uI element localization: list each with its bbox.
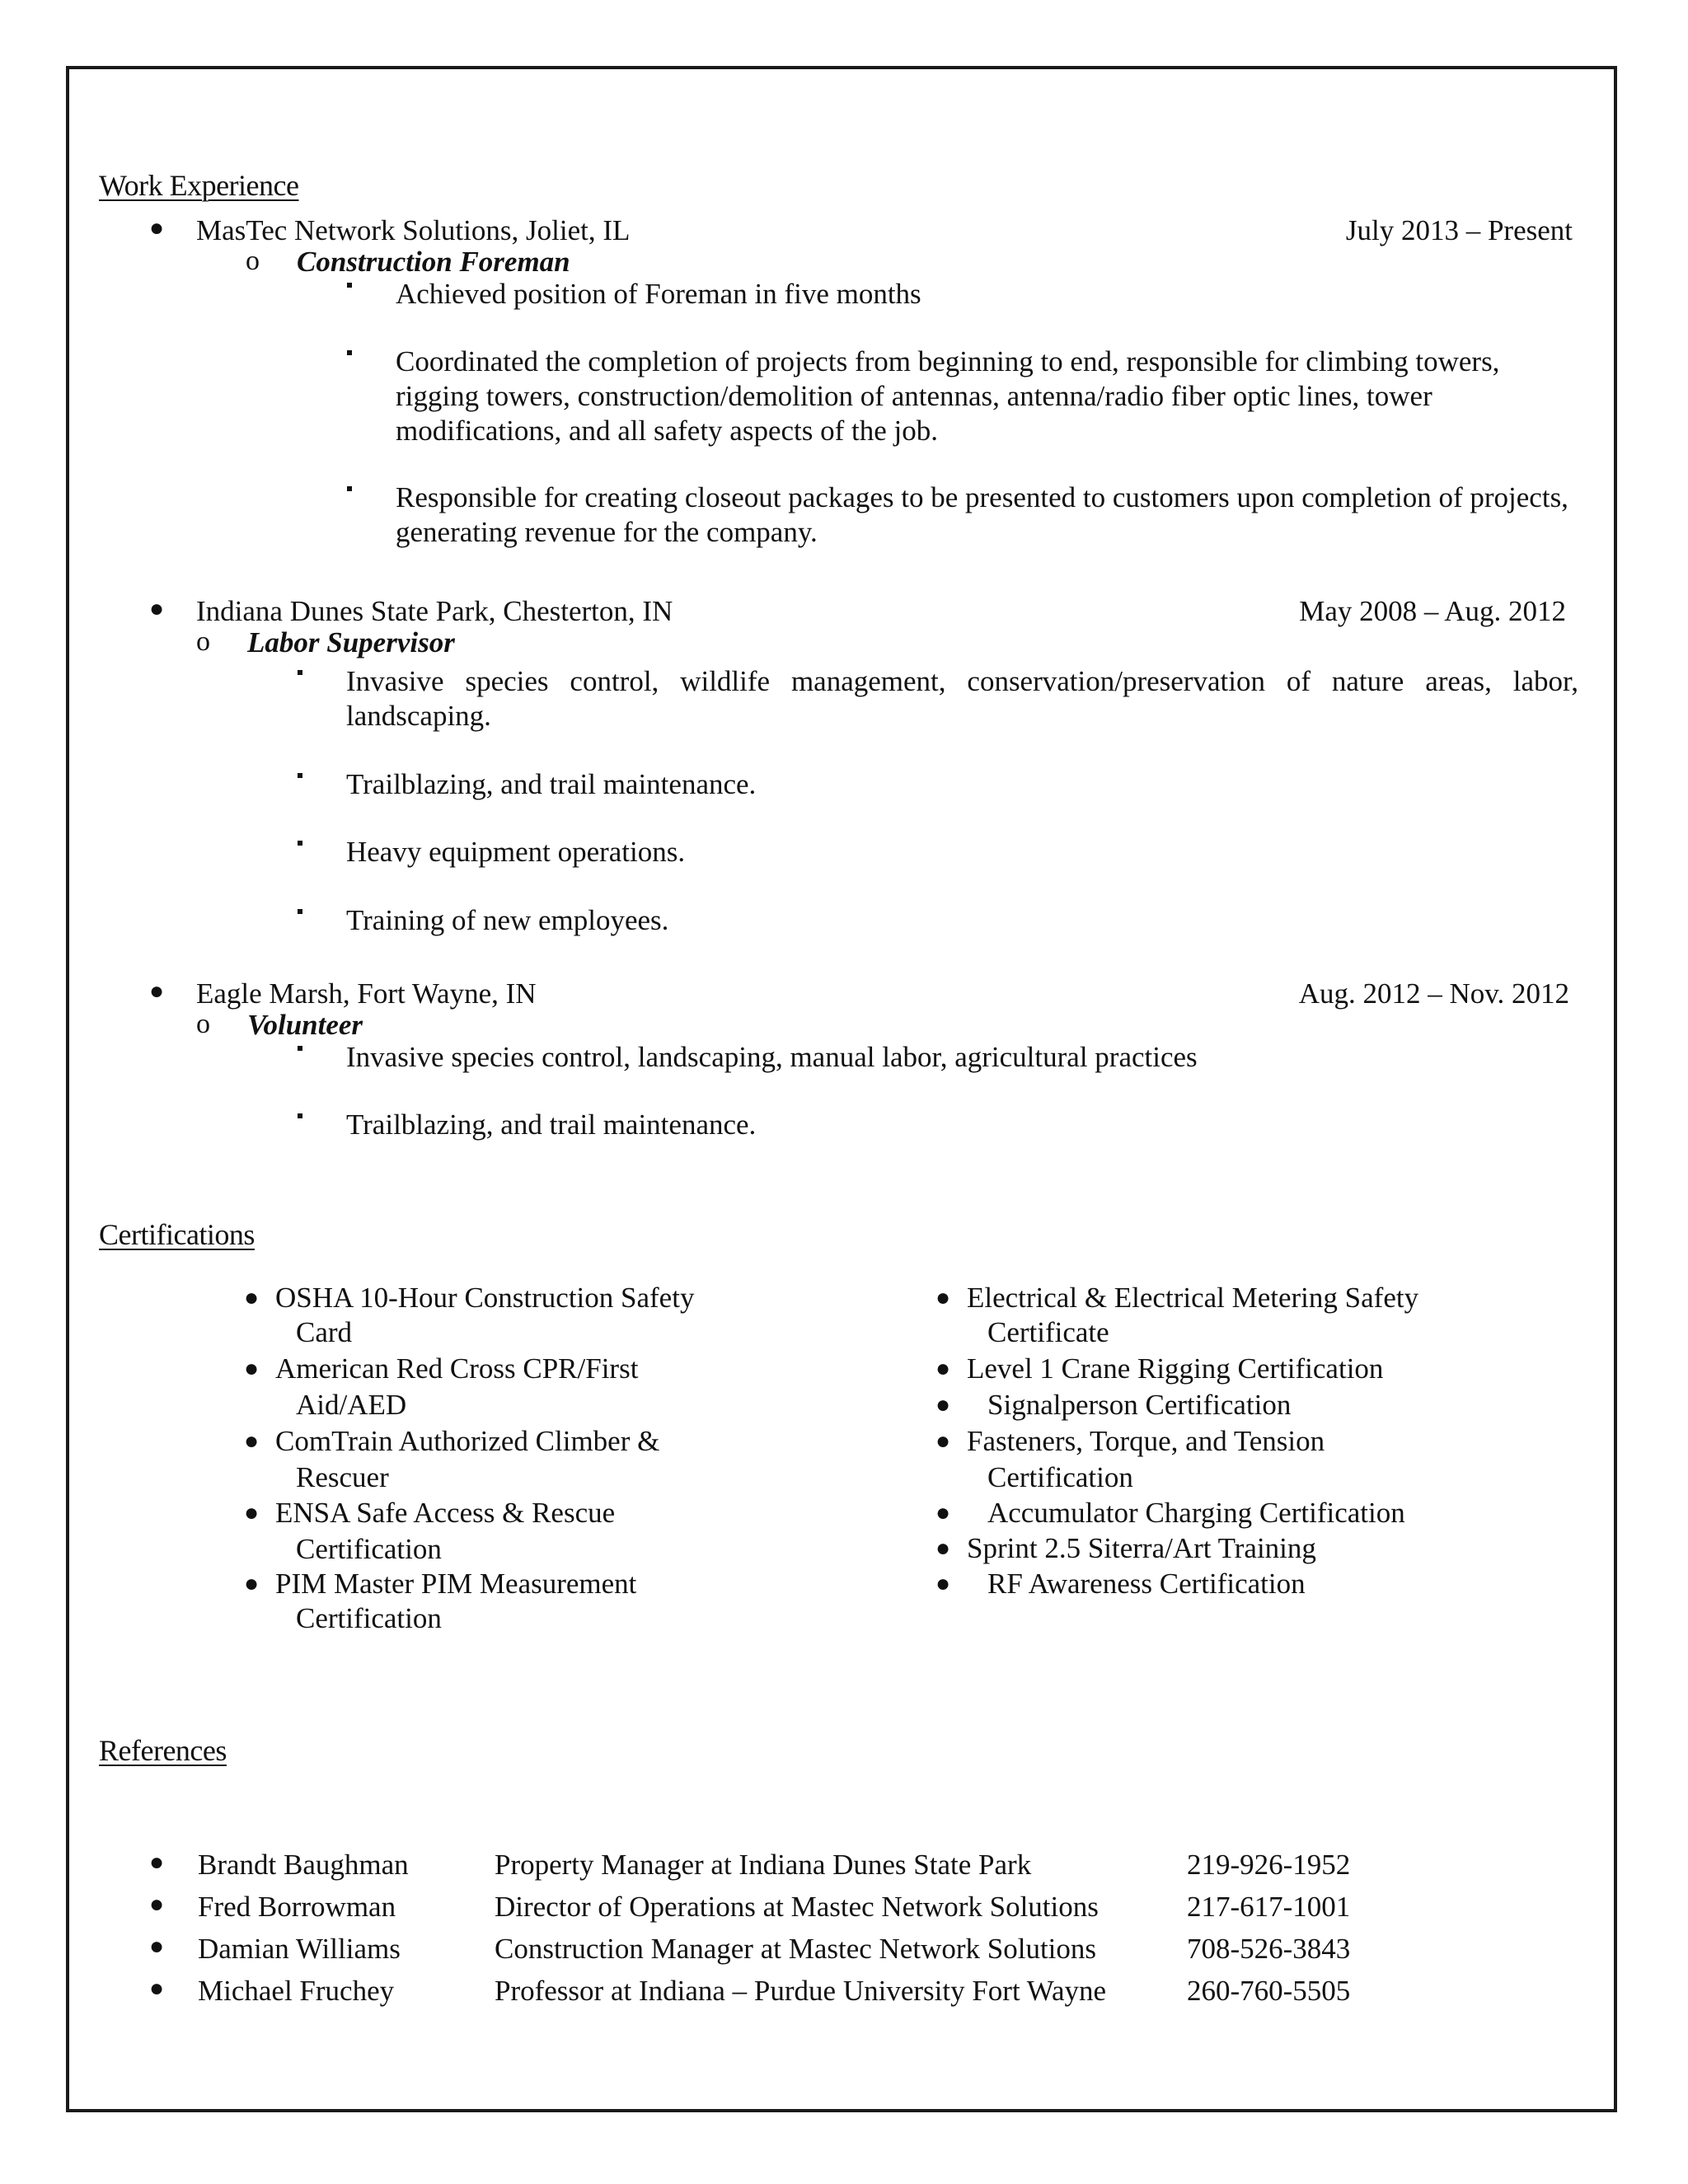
certification-item-cont: Certification xyxy=(987,1461,1133,1493)
certification-item-cont: Aid/AED xyxy=(296,1389,407,1421)
job-duty: Trailblazing, and trail maintenance. xyxy=(346,768,757,800)
bullet-icon: ● xyxy=(935,1427,951,1455)
reference-name: Brandt Baughman xyxy=(198,1849,409,1881)
job-duty: Heavy equipment operations. xyxy=(346,836,686,868)
certification-item-cont: Certification xyxy=(296,1602,442,1634)
certification-item: Sprint 2.5 Siterra/Art Training xyxy=(967,1532,1316,1564)
certification-item: OSHA 10-Hour Construction Safety xyxy=(275,1282,695,1314)
certification-item-cont: Rescuer xyxy=(296,1461,389,1493)
bullet-icon: ● xyxy=(149,1975,165,2002)
certification-item: Signalperson Certification xyxy=(987,1389,1292,1421)
job-duty: Achieved position of Foreman in five months xyxy=(396,278,921,310)
job-role: Labor Supervisor xyxy=(247,626,455,658)
bullet-icon: ● xyxy=(149,1849,165,1876)
bullet-icon: ● xyxy=(244,1427,260,1455)
reference-phone: 217-617-1001 xyxy=(1187,1891,1351,1923)
bullet-icon: ● xyxy=(935,1355,951,1382)
certification-item: RF Awareness Certification xyxy=(987,1568,1306,1600)
square-bullet-icon xyxy=(298,1046,302,1051)
job-dates: May 2008 – Aug. 2012 xyxy=(1299,595,1566,627)
certification-item-cont: Certification xyxy=(296,1533,442,1565)
certification-item-cont: Certificate xyxy=(987,1316,1109,1348)
bullet-icon: ● xyxy=(149,1891,165,1918)
reference-name: Fred Borrowman xyxy=(198,1891,396,1923)
bullet-icon: ● xyxy=(149,214,165,241)
job-dates: Aug. 2012 – Nov. 2012 xyxy=(1298,977,1569,1010)
reference-title: Construction Manager at Mastec Network Solutions xyxy=(495,1933,1097,1965)
bullet-icon: ● xyxy=(149,977,165,1005)
bullet-icon: ● xyxy=(149,595,165,622)
certification-item: Accumulator Charging Certification xyxy=(987,1497,1405,1529)
certifications-heading: Certifications xyxy=(99,1218,255,1251)
job-dates: July 2013 – Present xyxy=(1345,214,1573,246)
reference-title: Professor at Indiana – Purdue University Fort Wayne xyxy=(495,1975,1107,2007)
bullet-icon: ● xyxy=(149,1933,165,1960)
reference-title: Director of Operations at Mastec Network Solutions xyxy=(495,1891,1099,1923)
bullet-icon: ● xyxy=(244,1284,260,1311)
square-bullet-icon xyxy=(298,1113,302,1118)
square-bullet-icon xyxy=(347,350,352,355)
reference-title: Property Manager at Indiana Dunes State Park xyxy=(495,1849,1032,1881)
job-role: Volunteer xyxy=(247,1009,363,1041)
reference-name: Michael Fruchey xyxy=(198,1975,395,2007)
certification-item: Electrical & Electrical Metering Safety xyxy=(967,1282,1419,1314)
job-duty: Coordinated the completion of projects from beginning to end, responsible for climbing towers, rigging towers, construction/demolition of antennas, antenna/radio fiber optic lines, tower modifications, and all safety aspects of the job. xyxy=(396,345,1500,447)
square-bullet-icon xyxy=(347,283,352,288)
certification-item: PIM Master PIM Measurement xyxy=(275,1568,637,1600)
bullet-icon: ● xyxy=(935,1391,951,1418)
job-duty: Responsible for creating closeout packages to be presented to customers upon completion of projects, generating revenue for the company. xyxy=(396,481,1568,548)
job-duty: Trailblazing, and trail maintenance. xyxy=(346,1108,757,1141)
reference-name: Damian Williams xyxy=(198,1933,401,1965)
bullet-icon: ● xyxy=(244,1499,260,1526)
certification-item: ComTrain Authorized Climber & xyxy=(275,1425,660,1457)
work-experience-heading: Work Experience xyxy=(99,169,299,202)
job-role: Construction Foreman xyxy=(297,246,570,278)
job-duty: Invasive species control, landscaping, manual labor, agricultural practices xyxy=(346,1041,1198,1073)
sub-bullet-icon: o xyxy=(246,246,260,276)
square-bullet-icon xyxy=(298,670,302,675)
job-employer: Indiana Dunes State Park, Chesterton, IN xyxy=(196,595,673,627)
job-duty: Invasive species control, wildlife management, conservation/preservation of nature areas, labor, landscaping. xyxy=(346,665,1578,732)
bullet-icon: ● xyxy=(935,1284,951,1311)
certification-item: Level 1 Crane Rigging Certification xyxy=(967,1352,1384,1385)
references-heading: References xyxy=(99,1734,227,1767)
square-bullet-icon xyxy=(298,841,302,846)
reference-phone: 708-526-3843 xyxy=(1187,1933,1351,1965)
reference-phone: 219-926-1952 xyxy=(1187,1849,1351,1881)
sub-bullet-icon: o xyxy=(196,1009,210,1039)
certification-item-cont: Card xyxy=(296,1316,353,1348)
bullet-icon: ● xyxy=(935,1535,951,1562)
certification-item: Fasteners, Torque, and Tension xyxy=(967,1425,1325,1457)
job-duty: Training of new employees. xyxy=(346,904,669,936)
certification-item: American Red Cross CPR/First xyxy=(275,1352,639,1385)
certification-item: ENSA Safe Access & Rescue xyxy=(275,1497,616,1529)
square-bullet-icon xyxy=(298,773,302,778)
square-bullet-icon xyxy=(347,486,352,491)
bullet-icon: ● xyxy=(244,1355,260,1382)
bullet-icon: ● xyxy=(935,1499,951,1526)
sub-bullet-icon: o xyxy=(196,626,210,657)
job-employer: Eagle Marsh, Fort Wayne, IN xyxy=(196,977,537,1010)
reference-phone: 260-760-5505 xyxy=(1187,1975,1351,2007)
job-employer: MasTec Network Solutions, Joliet, IL xyxy=(196,214,631,246)
bullet-icon: ● xyxy=(935,1570,951,1597)
bullet-icon: ● xyxy=(244,1570,260,1597)
square-bullet-icon xyxy=(298,909,302,914)
